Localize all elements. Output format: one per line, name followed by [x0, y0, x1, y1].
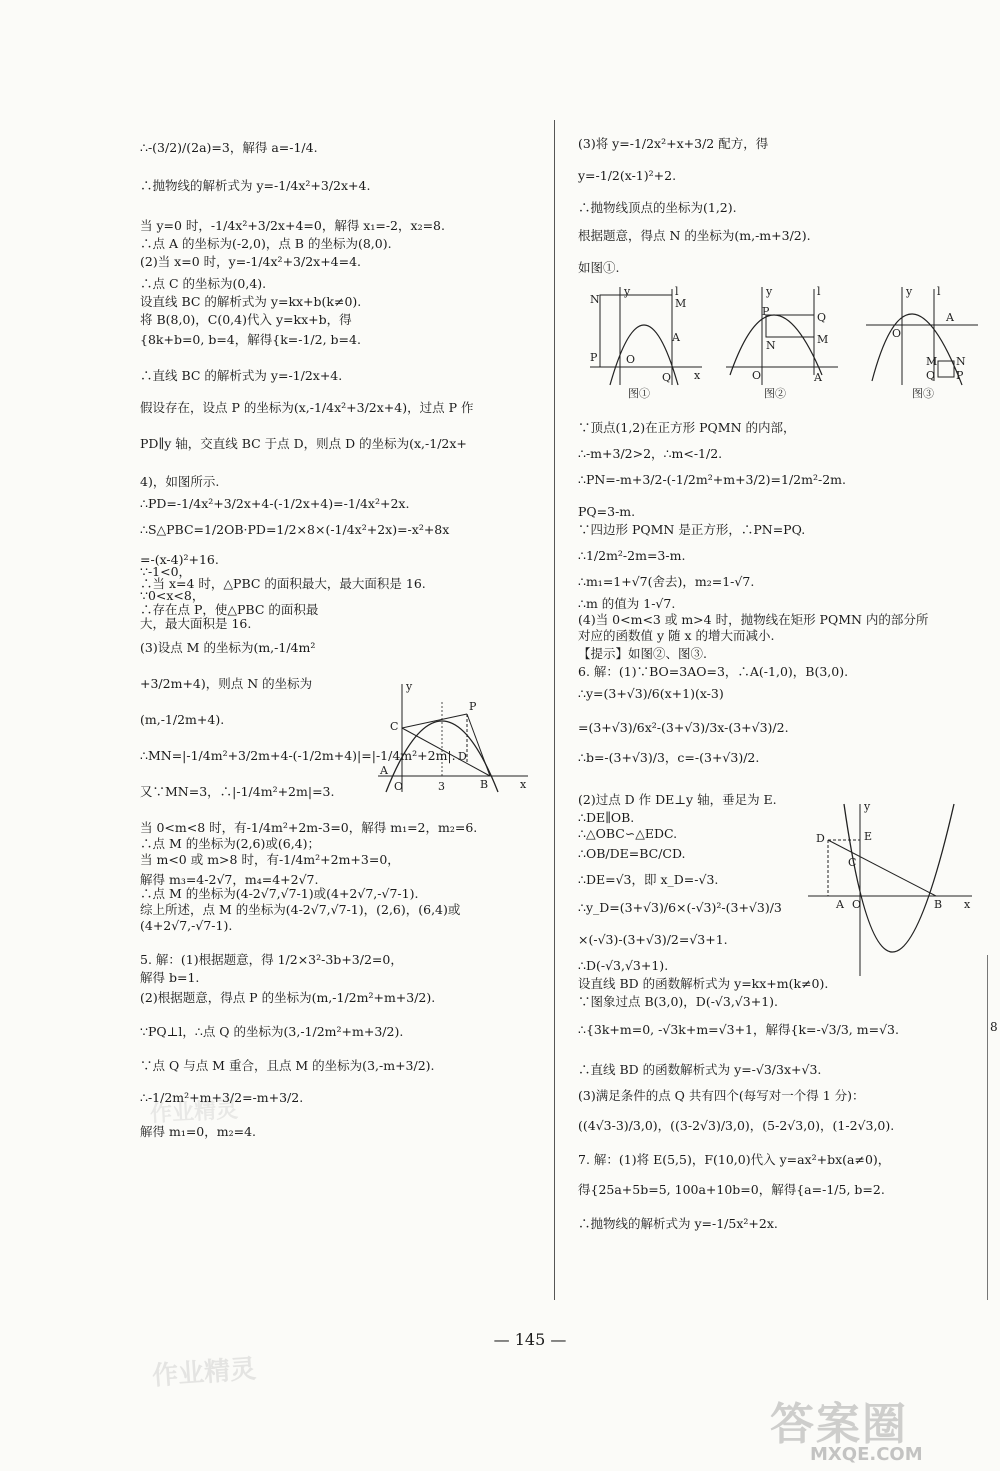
solution-line: {8k+b=0, b=4，解得{k=-1/2, b=4. — [140, 332, 361, 347]
fig1-label-p: P — [590, 351, 598, 364]
solution-line: ∴{3k+m=0, -√3k+m=√3+1，解得{k=-√3/3, m=√3. — [578, 1022, 899, 1037]
solution-line: =-(x-4)²+16. — [140, 552, 219, 567]
figure-parabola-bd — [806, 800, 976, 980]
fig-left-label-3: 3 — [438, 780, 445, 793]
solution-line: (m,-1/2m+4). — [140, 712, 225, 727]
column-divider — [554, 120, 555, 1300]
fig1-label-o: O — [626, 353, 636, 366]
solution-line: ∴点 M 的坐标为(2,6)或(6,4)； — [140, 836, 321, 851]
logo-url: MXQE.COM — [810, 1444, 923, 1465]
solution-line: 设直线 BC 的解析式为 y=kx+b(k≠0). — [140, 294, 362, 309]
solution-line: 当 0<m<8 时，有-1/4m²+2m-3=0，解得 m₁=2，m₂=6. — [140, 820, 478, 835]
solution-line: ∵图象过点 B(3,0)，D(-√3,√3+1). — [578, 994, 779, 1009]
watermark-bottom: 作业精灵 — [151, 1354, 258, 1392]
fig-right-label-c: C — [848, 856, 857, 869]
solution-line: (3)满足条件的点 Q 共有四个(每写对一个得 1 分)： — [578, 1088, 865, 1103]
site-logo — [770, 1388, 970, 1468]
solution-line: ∴PN=-m+3/2-(-1/2m²+m+3/2)=1/2m²-2m. — [578, 472, 846, 487]
fig3-label-p: P — [956, 369, 964, 382]
fig2-label-o: O — [752, 369, 762, 382]
solution-line: ∴点 A 的坐标为(-2,0)，点 B 的坐标为(8,0). — [140, 236, 392, 251]
fig2-label-p: P — [762, 305, 770, 318]
edge-mark: 8 — [990, 1020, 998, 1034]
fig-right-label-o: O — [852, 898, 862, 911]
edge-rule — [987, 955, 988, 1300]
solution-line: 【提示】如图②、图③. — [578, 646, 707, 661]
solution-line: 大，最大面积是 16. — [140, 616, 252, 631]
solution-line: 解得 m₁=0，m₂=4. — [140, 1124, 257, 1139]
solution-line: 解得 b=1. — [140, 970, 200, 985]
figure-2 — [722, 285, 842, 400]
solution-line: 当 y=0 时，-1/4x²+3/2x+4=0，解得 x₁=-2，x₂=8. — [140, 218, 445, 233]
solution-line: 将 B(8,0)，C(0,4)代入 y=kx+b，得 — [140, 312, 352, 327]
solution-line: 7. 解：(1)将 E(5,5)，F(10,0)代入 y=ax²+bx(a≠0)， — [578, 1152, 891, 1167]
solution-line: PQ=3-m. — [578, 504, 636, 519]
solution-line: ∴y_D=(3+√3)/6×(-√3)²-(3+√3)/3 — [578, 900, 782, 915]
solution-line: PD∥y 轴，交直线 BC 于点 D，则点 D 的坐标为(x,-1/2x+ — [140, 436, 467, 451]
fig1-label-a: A — [672, 331, 680, 344]
solution-line: (2)根据题意，得点 P 的坐标为(m,-1/2m²+m+3/2). — [140, 990, 436, 1005]
solution-line: ∴直线 BD 的函数解析式为 y=-√3/3x+√3. — [578, 1062, 822, 1077]
solution-line: ∴S△PBC=1/2OB·PD=1/2×8×(-1/4x²+2x)=-x²+8x — [140, 522, 450, 537]
watermark-mid: 作业精灵 — [149, 1097, 239, 1128]
solution-line: ∴DE∥OB. — [578, 810, 635, 825]
fig2-label-a: A — [814, 371, 822, 384]
fig2-label-n: N — [766, 339, 776, 352]
solution-line: 当 m<0 或 m>8 时，有-1/4m²+2m+3=0， — [140, 852, 400, 867]
solution-line: ∵四边形 PQMN 是正方形，∴PN=PQ. — [578, 522, 806, 537]
solution-line: 综上所述，点 M 的坐标为(4-2√7,√7-1)，(2,6)，(6,4)或 — [140, 902, 461, 917]
fig-left-label-c: C — [390, 720, 399, 733]
fig-right-label-e: E — [864, 830, 873, 843]
fig3-caption: 图③ — [912, 387, 934, 400]
solution-line: ∴存在点 P，使△PBC 的面积最 — [140, 602, 319, 617]
solution-line: ∴DE=√3，即 x_D=-√3. — [578, 872, 719, 887]
fig1-label-q: Q — [662, 371, 672, 384]
fig-left-label-o: O — [394, 780, 404, 793]
solution-line: (2)当 x=0 时，y=-1/4x²+3/2x+4=4. — [140, 254, 362, 269]
solution-line: ∴抛物线的解析式为 y=-1/4x²+3/2x+4. — [140, 178, 371, 193]
solution-line: =(3+√3)/6x²-(3+√3)/3x-(3+√3)/2. — [578, 720, 789, 735]
fig-right-label-y: y — [864, 800, 871, 813]
solution-line: 5. 解：(1)根据题意，得 1/2×3²-3b+3/2=0， — [140, 952, 403, 967]
solution-line: ∴当 x=4 时，△PBC 的面积最大，最大面积是 16. — [140, 576, 426, 591]
solution-line: ∴-m+3/2>2，∴m<-1/2. — [578, 446, 723, 461]
solution-line: (4+2√7,-√7-1). — [140, 918, 233, 933]
fig3-label-a: A — [946, 311, 954, 324]
fig1-label-m: M — [675, 297, 687, 310]
solution-line: ∴抛物线的解析式为 y=-1/5x²+2x. — [578, 1216, 778, 1231]
fig-left-label-a: A — [380, 764, 388, 777]
solution-line: ((4√3-3)/3,0)，((3-2√3)/3,0)，(5-2√3,0)，(1-2√3,0). — [578, 1118, 895, 1133]
fig2-caption: 图② — [764, 387, 786, 400]
fig2-label-q: Q — [817, 311, 827, 324]
solution-line: (2)过点 D 作 DE⊥y 轴，垂足为 E. — [578, 792, 777, 807]
solution-line: ∴m₁=1+√7(舍去)，m₂=1-√7. — [578, 574, 755, 589]
solution-line: 得{25a+5b=5, 100a+10b=0，解得{a=-1/5, b=2. — [578, 1182, 885, 1197]
fig1-label-l: l — [675, 285, 679, 298]
fig-left-label-d: D — [458, 750, 467, 763]
figure-3 — [862, 285, 982, 400]
solution-line: ∴OB/DE=BC/CD. — [578, 846, 686, 861]
solution-line: ∴-(3/2)/(2a)=3，解得 a=-1/4. — [140, 140, 318, 155]
solution-line: ∴PD=-1/4x²+3/2x+4-(-1/2x+4)=-1/4x²+2x. — [140, 496, 410, 511]
solution-line: ∴1/2m²-2m=3-m. — [578, 548, 686, 563]
solution-line: 6. 解：(1)∵BO=3AO=3，∴A(-1,0)，B(3,0). — [578, 664, 849, 679]
solution-line: ∴-1/2m²+m+3/2=-m+3/2. — [140, 1090, 304, 1105]
solution-line: 根据题意，得点 N 的坐标为(m,-m+3/2). — [578, 228, 811, 243]
solution-line: ×(-√3)-(3+√3)/2=√3+1. — [578, 932, 728, 947]
fig-left-label-b: B — [480, 778, 489, 791]
solution-line: ∵0<x<8， — [140, 588, 205, 603]
figure-1 — [586, 285, 706, 400]
fig3-label-m: M — [926, 355, 938, 368]
solution-line: 对应的函数值 y 随 x 的增大而减小. — [578, 628, 775, 643]
solution-line: (3)设点 M 的坐标为(m,-1/4m² — [140, 640, 316, 655]
solution-line: ∴点 C 的坐标为(0,4). — [140, 276, 267, 291]
solution-line: ∴△OBC∽△EDC. — [578, 826, 678, 841]
fig1-label-x: x — [694, 369, 701, 382]
fig2-label-l: l — [817, 285, 821, 298]
solution-line: (4)当 0<m<3 或 m>4 时，抛物线在矩形 PQMN 内的部分所 — [578, 612, 929, 627]
solution-line: 解得 m₃=4-2√7，m₄=4+2√7. — [140, 872, 319, 887]
figure-parabola-pbc — [372, 680, 532, 800]
solution-line: (3)将 y=-1/2x²+x+3/2 配方，得 — [578, 136, 769, 151]
solution-line: ∴y=(3+√3)/6(x+1)(x-3) — [578, 686, 724, 701]
solution-line: ∵-1<0， — [140, 564, 192, 579]
solution-line: +3/2m+4)，则点 N 的坐标为 — [140, 676, 313, 691]
solution-line: ∴m 的值为 1-√7. — [578, 596, 676, 611]
solution-line: 设直线 BD 的函数解析式为 y=kx+m(k≠0). — [578, 976, 829, 991]
logo-text: 答案圈 — [770, 1399, 908, 1450]
solution-line: ∴抛物线顶点的坐标为(1,2). — [578, 200, 737, 215]
solution-line: 4)，如图所示. — [140, 474, 220, 489]
fig-right-label-x: x — [964, 898, 971, 911]
fig1-label-y: y — [624, 285, 631, 298]
fig3-label-q: Q — [926, 369, 936, 382]
page-number: — 145 — — [493, 1330, 567, 1349]
fig3-label-l: l — [937, 285, 941, 298]
solution-line: ∴直线 BC 的解析式为 y=-1/2x+4. — [140, 368, 343, 383]
fig2-label-m: M — [817, 333, 829, 346]
solution-line: ∴点 M 的坐标为(4-2√7,√7-1)或(4+2√7,-√7-1). — [140, 886, 419, 901]
solution-line: ∴MN=|-1/4m²+3/2m+4-(-1/2m+4)|=|-1/4m²+2m|. — [140, 748, 456, 763]
fig1-label-n: N — [590, 293, 600, 306]
solution-line: ∵点 Q 与点 M 重合，且点 M 的坐标为(3,-m+3/2). — [140, 1058, 435, 1073]
solution-line: ∵PQ⊥l，∴点 Q 的坐标为(3,-1/2m²+m+3/2). — [140, 1024, 404, 1039]
solution-line: 又∵MN=3，∴|-1/4m²+2m|=3. — [140, 784, 335, 799]
fig-right-label-d: D — [816, 832, 825, 845]
solution-line: y=-1/2(x-1)²+2. — [578, 168, 677, 183]
fig-right-label-a: A — [836, 898, 844, 911]
fig-left-label-p: P — [469, 700, 477, 713]
fig-right-label-b: B — [934, 898, 943, 911]
solution-line: 如图①. — [578, 260, 620, 275]
solution-line: ∴b=-(3+√3)/3，c=-(3+√3)/2. — [578, 750, 760, 765]
fig3-label-n: N — [956, 355, 966, 368]
fig-left-label-x: x — [520, 778, 527, 791]
fig-left-label-y: y — [406, 680, 413, 693]
fig2-label-y: y — [766, 285, 773, 298]
fig3-label-o: O — [892, 327, 902, 340]
fig1-caption: 图① — [628, 387, 650, 400]
solution-line: 假设存在，设点 P 的坐标为(x,-1/4x²+3/2x+4)，过点 P 作 — [140, 400, 474, 415]
fig3-label-y: y — [906, 285, 913, 298]
solution-line: ∵顶点(1,2)在正方形 PQMN 的内部， — [578, 420, 796, 435]
solution-line: ∴D(-√3,√3+1). — [578, 958, 669, 973]
